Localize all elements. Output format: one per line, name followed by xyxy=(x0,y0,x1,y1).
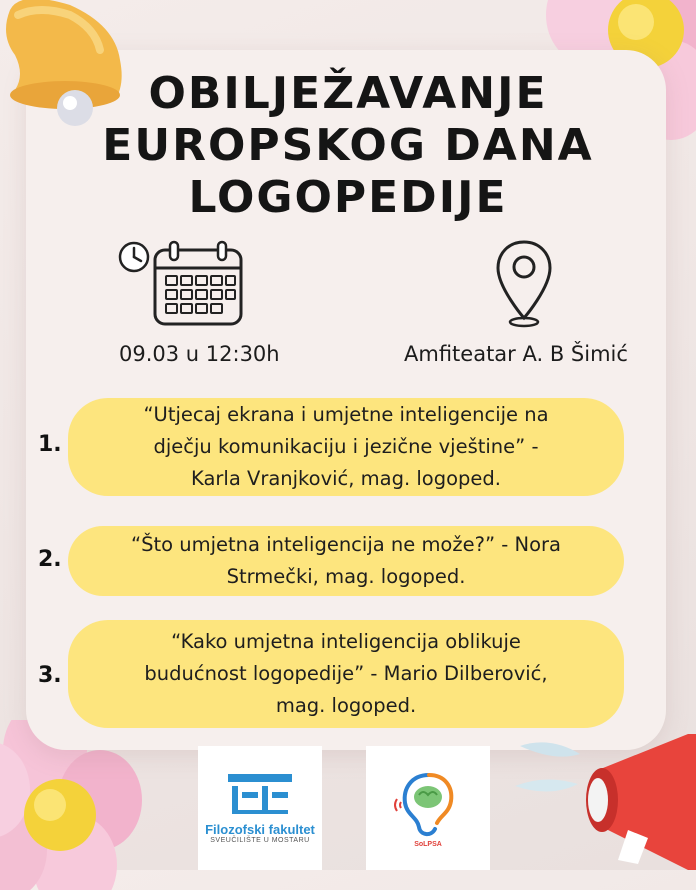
faculty-subtitle: SVEUČILIŠTE U MOSTARU xyxy=(210,837,310,844)
clock-icon xyxy=(117,240,151,274)
faculty-logo xyxy=(198,746,322,870)
calendar-icon xyxy=(152,240,244,328)
association-name: SoLPSA xyxy=(414,840,442,848)
faculty-emblem-icon xyxy=(220,772,300,816)
talk-text: “Što umjetna inteligencija ne može?” - Nora xyxy=(131,533,561,556)
talk-text: Karla Vranjković, mag. logoped. xyxy=(191,467,501,490)
talk-item xyxy=(68,620,624,728)
talk-text: “Utjecaj ekrana i umjetne inteligencije na xyxy=(143,403,549,426)
page-title xyxy=(0,68,696,224)
faculty-name: Filozofski fakultet xyxy=(205,822,315,837)
talk-text: mag. logoped. xyxy=(275,694,417,717)
association-logo xyxy=(366,746,490,870)
talk-number: 1. xyxy=(38,432,62,457)
title-line: OBILJEŽAVANJE xyxy=(148,68,548,119)
talk-number: 2. xyxy=(38,547,62,572)
event-datetime: 09.03 u 12:30h xyxy=(119,342,280,366)
event-location: Amfiteatar A. B Šimić xyxy=(404,342,628,366)
talk-text: budućnost logopedije” - Mario Dilberović, xyxy=(144,662,548,685)
location-pin-icon xyxy=(494,238,554,330)
talk-text: Strmečki, mag. logoped. xyxy=(226,565,466,588)
ear-brain-icon xyxy=(393,769,463,841)
title-line: EUROPSKOG DANA xyxy=(102,120,594,171)
talk-item xyxy=(68,398,624,496)
talk-item xyxy=(68,526,624,596)
talk-text: dječju komunikaciju i jezične vještine” - xyxy=(153,435,539,458)
title-line: LOGOPEDIJE xyxy=(188,172,508,223)
talk-number: 3. xyxy=(38,663,62,688)
talk-text: “Kako umjetna inteligencija oblikuje xyxy=(171,630,521,653)
megaphone-icon xyxy=(568,730,696,870)
